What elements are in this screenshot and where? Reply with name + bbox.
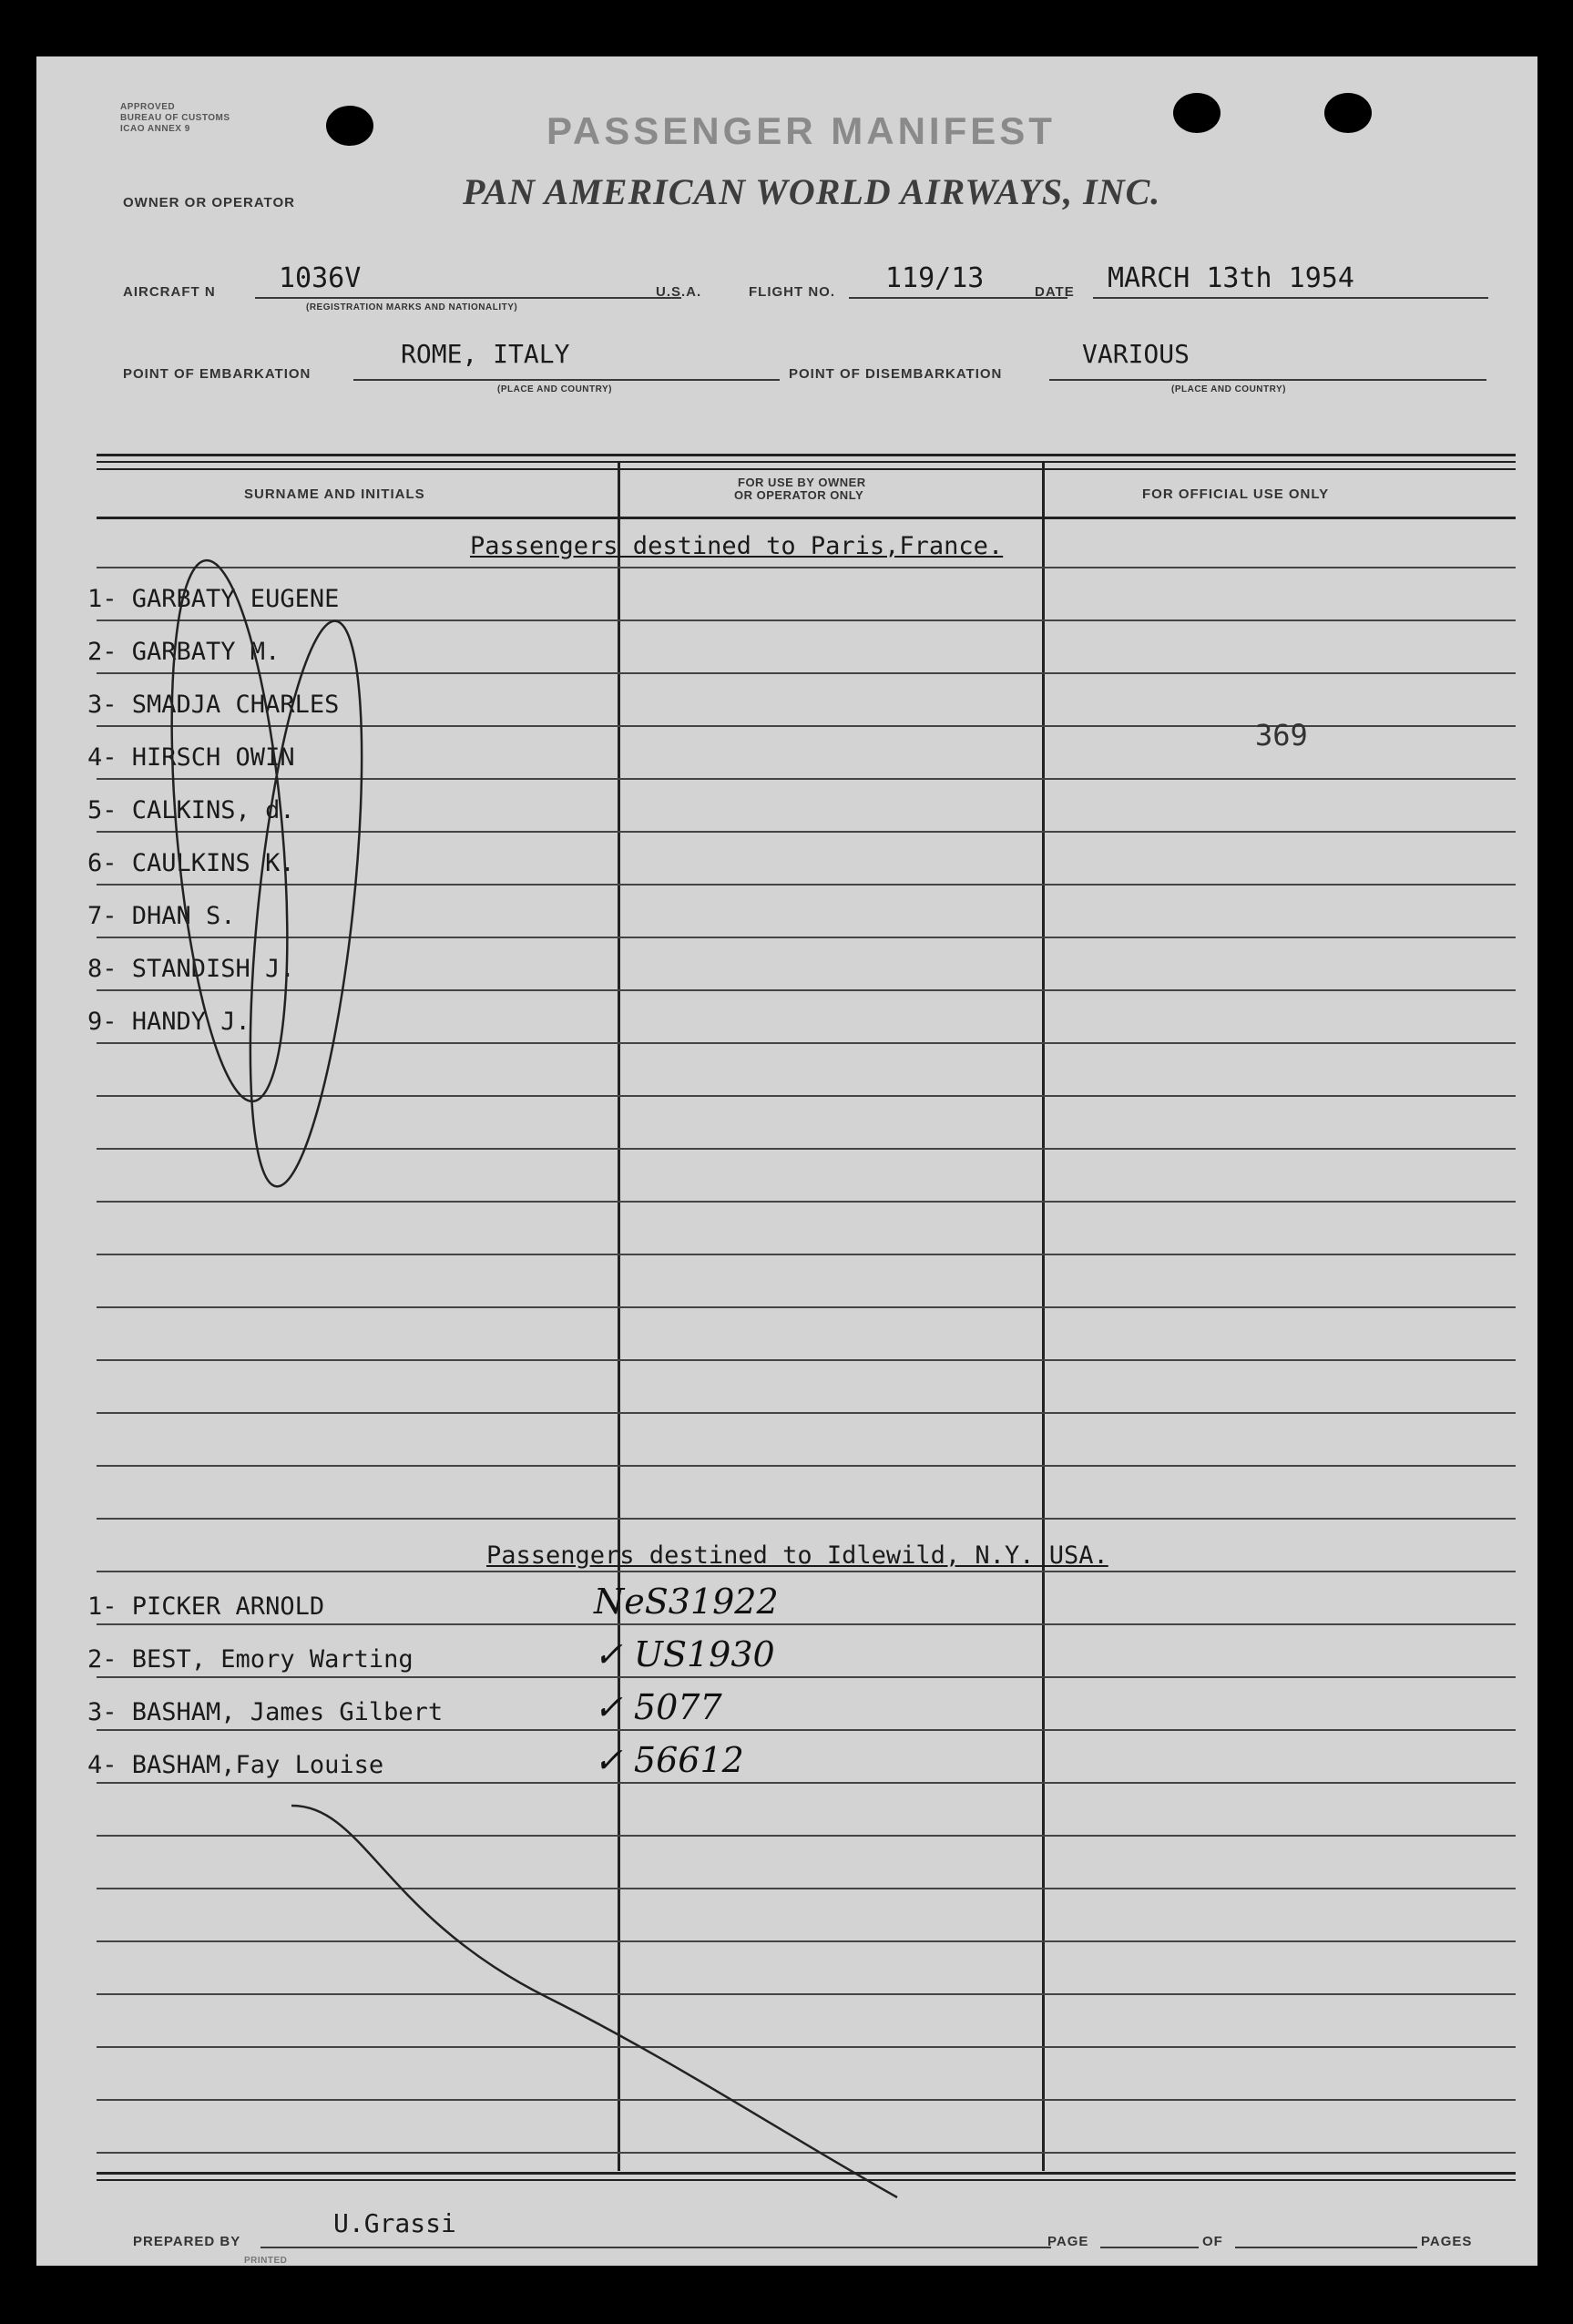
approval-stamp: APPROVED BUREAU OF CUSTOMS ICAO ANNEX 9 — [120, 102, 230, 134]
embark-label: POINT OF EMBARKATION — [123, 366, 312, 382]
passenger-row: 4- BASHAM,Fay Louise — [87, 1751, 384, 1779]
official-note: 369 — [1255, 718, 1308, 752]
date-value: MARCH 13th 1954 — [1108, 262, 1354, 294]
aircraft-value: 1036V — [279, 262, 362, 294]
section-heading-idlewild: Passengers destined to Idlewild, N.Y. USA. — [486, 1541, 1108, 1570]
owner-label: OWNER OR OPERATOR — [123, 195, 295, 210]
col-owner-header-1: FOR USE BY OWNER — [738, 476, 866, 489]
flight-value: 119/13 — [885, 262, 985, 294]
handwritten-mark: ✓ US1930 — [594, 1634, 775, 1674]
aircraft-label: AIRCRAFT N — [123, 284, 216, 300]
passenger-row: 8- STANDISH J. — [87, 955, 295, 983]
manifest-sheet — [36, 56, 1537, 2266]
date-label: DATE — [1035, 284, 1075, 300]
pen-strokes — [36, 56, 1537, 2266]
page-label: PAGE — [1047, 2234, 1089, 2249]
disembark-label: POINT OF DISEMBARKATION — [789, 366, 1003, 382]
handwritten-mark: ✓ 56612 — [594, 1740, 744, 1780]
of-label: OF — [1202, 2234, 1223, 2249]
disembark-sublabel: (PLACE AND COUNTRY) — [1171, 384, 1286, 394]
passenger-row: 1- GARBATY EUGENE — [87, 585, 340, 613]
passenger-row: 6- CAULKINS K. — [87, 849, 295, 877]
prepared-value: U.Grassi — [333, 2208, 456, 2238]
disembark-value: VARIOUS — [1082, 339, 1190, 369]
owner-value: PAN AMERICAN WORLD AIRWAYS, INC. — [463, 171, 1161, 212]
embark-sublabel: (PLACE AND COUNTRY) — [497, 384, 612, 394]
passenger-row: 4- HIRSCH OWIN — [87, 743, 295, 772]
of-underline — [1235, 2247, 1417, 2248]
prepared-underline — [260, 2247, 1051, 2248]
passenger-row: 1- PICKER ARNOLD — [87, 1592, 325, 1621]
passenger-row: 9- HANDY J. — [87, 1008, 250, 1036]
pages-label: PAGES — [1421, 2234, 1473, 2249]
page-title: PASSENGER MANIFEST — [546, 109, 1056, 152]
embark-value: ROME, ITALY — [401, 339, 570, 369]
col-official-header: FOR OFFICIAL USE ONLY — [1142, 486, 1330, 502]
passenger-row: 2- GARBATY M. — [87, 638, 281, 666]
printer-mark: PRINTED — [244, 2256, 288, 2266]
flight-label: FLIGHT NO. — [749, 284, 835, 300]
table-bottom-line-1 — [97, 2172, 1516, 2175]
passenger-row: 7- DHAN S. — [87, 902, 236, 930]
aircraft-sublabel: (REGISTRATION MARKS AND NATIONALITY) — [306, 302, 518, 312]
section-heading-paris: Passengers destined to Paris,France. — [470, 532, 1004, 560]
col-owner-header-2: OR OPERATOR ONLY — [734, 488, 864, 502]
passenger-row: 5- CALKINS, d. — [87, 796, 295, 824]
handwritten-mark: ✓ 5077 — [594, 1687, 722, 1727]
passenger-row: 3- BASHAM, James Gilbert — [87, 1698, 444, 1726]
passenger-row: 2- BEST, Emory Warting — [87, 1645, 414, 1674]
passenger-row: 3- SMADJA CHARLES — [87, 691, 340, 719]
handwritten-mark: NeS31922 — [594, 1582, 779, 1622]
prepared-label: PREPARED BY — [133, 2234, 241, 2249]
page-underline — [1100, 2247, 1199, 2248]
table-bottom-line-2 — [97, 2179, 1516, 2181]
col-surname-header: SURNAME AND INITIALS — [244, 486, 425, 502]
usa-label: U.S.A. — [656, 284, 702, 300]
